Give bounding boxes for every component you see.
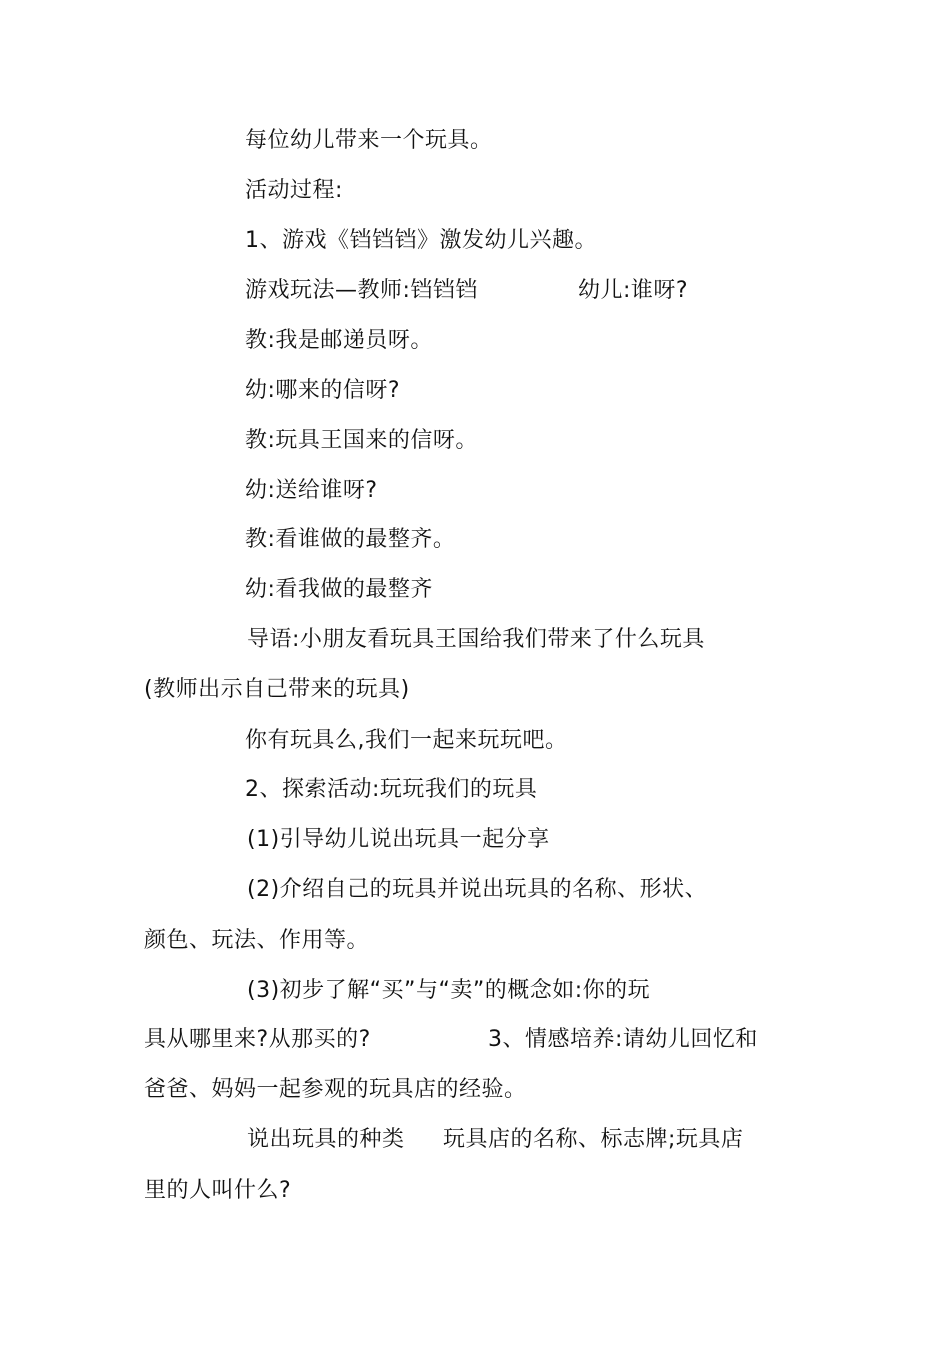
text-segment: 玩具店的名称、标志牌;玩具店 <box>443 1127 744 1152</box>
sub-step: (3)初步了解“买”与“卖”的概念如:你的玩 <box>247 978 651 1003</box>
text-line <box>247 1125 787 1155</box>
text-line <box>144 1025 784 1055</box>
sub-step: (2)介绍自己的玩具并说出玩具的名称、形状、 <box>247 877 708 902</box>
dialogue-line: 教:玩具王国来的信呀。 <box>245 428 478 453</box>
text-segment: 说出玩具的种类 <box>247 1127 405 1152</box>
text-line: 导语:小朋友看玩具王国给我们带来了什么玩具 <box>247 627 705 652</box>
text-line: 你有玩具么,我们一起来玩玩吧。 <box>245 728 568 753</box>
game-rule-teacher: 游戏玩法—教师:铛铛铛 <box>245 278 478 303</box>
sub-step: (1)引导幼儿说出玩具一起分享 <box>247 827 550 852</box>
text-line: 每位幼儿带来一个玩具。 <box>245 128 493 153</box>
dialogue-line: 幼:哪来的信呀? <box>245 378 401 403</box>
text-line: 颜色、玩法、作用等。 <box>144 928 370 953</box>
dialogue-line: 教:看谁做的最整齐。 <box>245 527 456 552</box>
dialogue-line: 幼:看我做的最整齐 <box>245 577 433 602</box>
step-heading: 2、探索活动:玩玩我们的玩具 <box>245 777 538 802</box>
text-line <box>245 276 745 306</box>
step-heading: 1、游戏《铛铛铛》激发幼儿兴趣。 <box>245 228 597 253</box>
text-line: 爸爸、妈妈一起参观的玩具店的经验。 <box>144 1077 527 1102</box>
step-heading: 3、情感培养:请幼儿回忆和 <box>488 1027 758 1052</box>
dialogue-line: 幼:送给谁呀? <box>245 478 378 503</box>
game-rule-child: 幼儿:谁呀? <box>578 278 689 303</box>
text-line: (教师出示自己带来的玩具) <box>144 677 410 702</box>
dialogue-line: 教:我是邮递员呀。 <box>245 328 433 353</box>
section-heading: 活动过程: <box>245 178 343 203</box>
text-segment: 具从哪里来?从那买的? <box>144 1027 371 1052</box>
text-line: 里的人叫什么? <box>144 1178 292 1203</box>
